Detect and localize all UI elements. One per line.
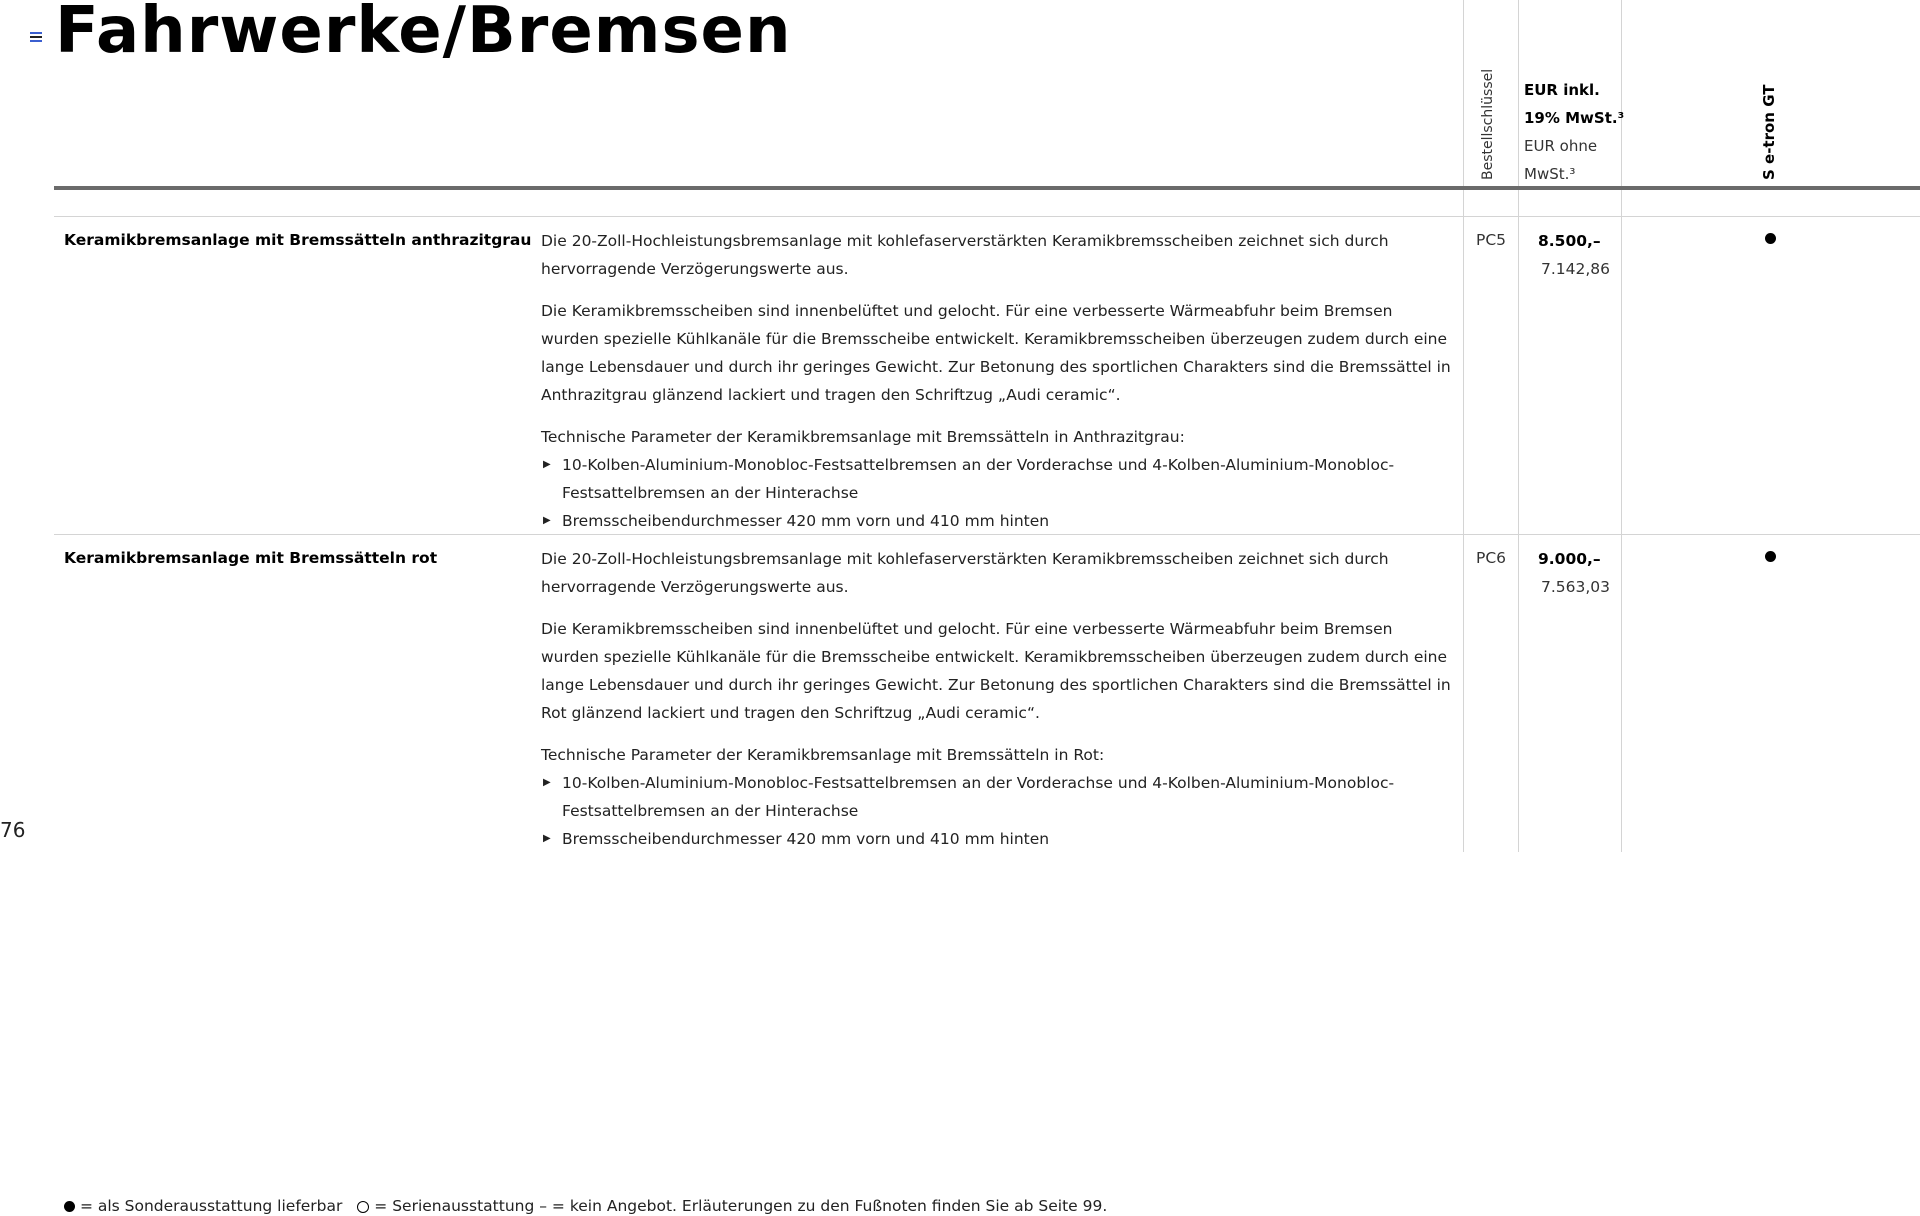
tech-params-intro: Technische Parameter der Keramikbremsanlage mit Bremssätteln in Anthrazitgrau: — [541, 428, 1185, 446]
hollow-circle-icon — [357, 1201, 369, 1213]
description-paragraph: Die 20-Zoll-Hochleistungsbremsanlage mit kohlefaserverstärkten Keramikbremsscheiben zeichnet sich durch hervorragende Verzögerungswerte aus. — [541, 232, 1389, 278]
price — [1538, 227, 1610, 283]
list-item-text: Bremsscheibendurchmesser 420 mm vorn und 410 mm hinten — [562, 512, 1050, 530]
price-net-label-2: MwSt.³ — [1524, 165, 1576, 183]
list-item — [541, 507, 1451, 535]
page-title: Fahrwerke/Bremsen — [55, 0, 792, 68]
order-code: PC6 — [1476, 549, 1507, 567]
order-code: PC5 — [1476, 231, 1507, 249]
price-gross-label-2: 19% MwSt.³ — [1524, 109, 1625, 127]
column-header-order-code: Bestellschlüssel — [1480, 68, 1496, 180]
list-item — [541, 769, 1451, 825]
column-divider — [1463, 0, 1464, 852]
option-description — [541, 227, 1451, 535]
list-item — [541, 825, 1451, 853]
price-gross-label-1: EUR inkl. — [1524, 81, 1600, 99]
description-paragraph: Die 20-Zoll-Hochleistungsbremsanlage mit kohlefaserverstärkten Keramikbremsscheiben zeichnet sich durch hervorragende Verzögerungswerte aus. — [541, 550, 1389, 596]
legend-none: – = kein Angebot. Erläuterungen zu den Fußnoten finden Sie ab Seite 99. — [539, 1197, 1108, 1215]
option-name: Keramikbremsanlage mit Bremssätteln rot — [64, 549, 438, 567]
tech-params-intro: Technische Parameter der Keramikbremsanlage mit Bremssätteln in Rot: — [541, 746, 1105, 764]
option-name: Keramikbremsanlage mit Bremssätteln anthrazitgrau — [64, 231, 532, 249]
price-gross: 8.500,– — [1538, 232, 1601, 250]
filled-circle-icon — [1765, 233, 1776, 244]
filled-circle-icon — [1765, 551, 1776, 562]
price-net: 7.563,03 — [1541, 578, 1611, 596]
price-net: 7.142,86 — [1541, 260, 1611, 278]
description-paragraph: Die Keramikbremsscheiben sind innenbelüftet und gelocht. Für eine verbesserte Wärmeabfuhr beim Bremsen wurden spezielle Kühlkanäle für die Bremsscheibe entwickelt. Keramikbremsscheiben überzeugen zudem durch eine lange Lebensdauer und durch ihr geringes Gewicht. Zur Betonung des sportlichen Charakters sind die Bremssättel in Rot glänzend lackiert und tragen den Schriftzug „Audi ceramic“. — [541, 620, 1451, 722]
list-item-text: Bremsscheibendurchmesser 420 mm vorn und 410 mm hinten — [562, 830, 1050, 848]
triangle-right-icon: ▶ — [543, 777, 551, 788]
legend-option: = als Sonderausstattung lieferbar — [79, 1197, 343, 1215]
description-paragraph: Die Keramikbremsscheiben sind innenbelüftet und gelocht. Für eine verbesserte Wärmeabfuhr beim Bremsen wurden spezielle Kühlkanäle für die Bremsscheibe entwickelt. Keramikbremsscheiben überzeugen zudem durch eine lange Lebensdauer und durch ihr geringes Gewicht. Zur Betonung des sportlichen Charakters sind die Bremssättel in Anthrazitgrau glänzend lackiert und tragen den Schriftzug „Audi ceramic“. — [541, 302, 1451, 404]
option-description — [541, 545, 1451, 853]
list-item — [541, 451, 1451, 507]
legend-standard: = Serienausstattung — [374, 1197, 535, 1215]
list-item-text: 10-Kolben-Aluminium-Monobloc-Festsattelbremsen an der Vorderachse und 4-Kolben-Aluminium-Monobloc-Festsattelbremsen an der Hinterachse — [562, 774, 1395, 820]
triangle-right-icon: ▶ — [543, 833, 551, 844]
header-divider — [54, 186, 1920, 190]
triangle-right-icon: ▶ — [543, 459, 551, 470]
page-number: 76 — [0, 818, 26, 842]
filled-circle-icon — [64, 1201, 75, 1212]
table-top-divider — [54, 216, 1920, 217]
triangle-right-icon: ▶ — [543, 515, 551, 526]
price-gross: 9.000,– — [1538, 550, 1601, 568]
price — [1538, 545, 1610, 601]
tech-params-list — [541, 451, 1451, 535]
tech-params-list — [541, 769, 1451, 853]
list-item-text: 10-Kolben-Aluminium-Monobloc-Festsattelbremsen an der Vorderachse und 4-Kolben-Aluminium-Monobloc-Festsattelbremsen an der Hinterachse — [562, 456, 1395, 502]
column-divider — [1518, 0, 1519, 852]
price-net-label-1: EUR ohne — [1524, 137, 1598, 155]
legend — [64, 1196, 1107, 1216]
column-header-model: S e-tron GT — [1760, 84, 1778, 180]
menu-icon[interactable] — [30, 32, 42, 42]
column-header-price — [1524, 76, 1624, 188]
